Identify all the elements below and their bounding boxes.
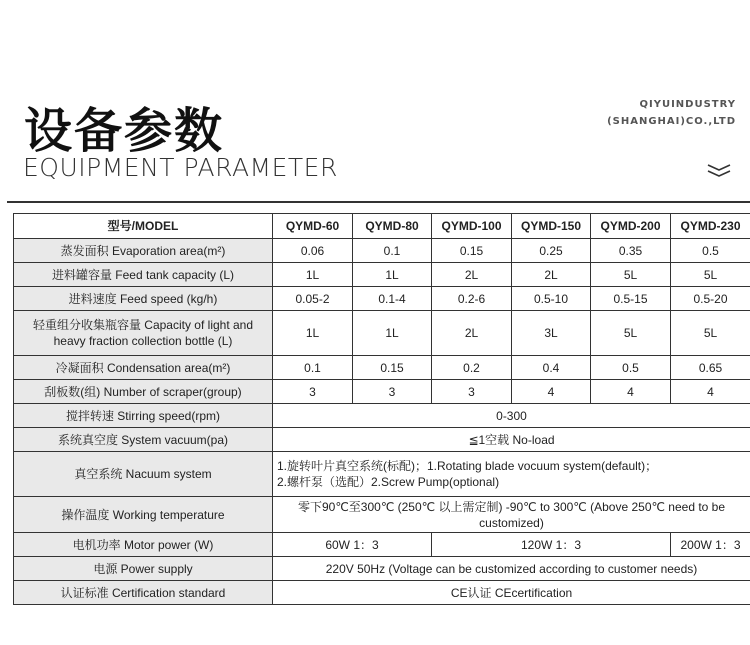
table-row-cert [14,581,750,605]
table-row-motor [14,533,750,557]
table-cell: 5L [591,263,671,287]
row-label: 轻重组分收集瓶容量 Capacity of light and heavy fraction collection bottle (L) [14,311,273,356]
table-cell: 3L [512,311,591,356]
table-cell: 5L [591,311,671,356]
table-cell: 3 [432,380,512,404]
table-cell: 0.2 [432,356,512,380]
cert-value: CE认证 CEcertification [273,581,750,605]
power-value: 220V 50Hz (Voltage can be customized according to customer needs) [273,557,750,581]
table-row-vacuum [14,428,750,452]
table-cell: 5L [671,263,750,287]
table-cell: 0.5 [591,356,671,380]
row-label: 真空系统 Nacuum system [14,452,273,497]
header-divider [7,201,750,203]
model-header: QYMD-230 [671,214,750,239]
table-cell: 4 [591,380,671,404]
vacuum-system-line-2: 2.螺杆泵（选配）2.Screw Pump(optional) [277,475,500,489]
table-cell: 0.65 [671,356,750,380]
model-header: QYMD-80 [353,214,432,239]
model-header: QYMD-100 [432,214,512,239]
row-label: 电源 Power supply [14,557,273,581]
vacuum-system-value [273,452,750,497]
model-header: QYMD-150 [512,214,591,239]
table-row-power [14,557,750,581]
page-title-cn: 设备参数 [24,103,225,159]
table-row-stirring [14,404,750,428]
table-cell: 0.1 [273,356,353,380]
table-cell: 0.5-20 [671,287,750,311]
table-cell: 1L [353,311,432,356]
stirring-value: 0-300 [273,404,750,428]
table-cell: 3 [273,380,353,404]
table-row [14,311,750,356]
row-label: 电机功率 Motor power (W) [14,533,273,557]
row-label: 刮板数(组) Number of scraper(group) [14,380,273,404]
table-cell: 4 [671,380,750,404]
table-cell: 0.06 [273,239,353,263]
table-cell: 0.5-10 [512,287,591,311]
table-row-temperature [14,497,750,533]
motor-value-b: 120W 1：3 [432,533,671,557]
table-cell: 0.35 [591,239,671,263]
table-cell: 0.2-6 [432,287,512,311]
table-row [14,287,750,311]
double-chevron-down-icon [706,162,732,178]
table-cell: 0.05-2 [273,287,353,311]
table-cell: 0.1 [353,239,432,263]
row-label: 蒸发面积 Evaporation area(m²) [14,239,273,263]
vacuum-system-line-1: 1.旋转叶片真空系统(标配)；1.Rotating blade vocuum system(default)； [277,459,658,473]
table-cell: 0.15 [353,356,432,380]
table-row-vacuum-system [14,452,750,497]
motor-value-c: 200W 1：3 [671,533,750,557]
temperature-value: 零下90℃至300℃ (250℃ 以上需定制) -90℃ to 300℃ (Above 250℃ need to be customized) [273,497,750,533]
table-row [14,380,750,404]
table-cell: 2L [512,263,591,287]
table-cell: 1L [353,263,432,287]
table-cell: 1L [273,263,353,287]
table-row [14,356,750,380]
row-label: 搅拌转速 Stirring speed(rpm) [14,404,273,428]
row-label: 进料罐容量 Feed tank capacity (L) [14,263,273,287]
page-title-en: EQUIPMENT PARAMETER [23,153,338,182]
company-line-2: (SHANGHAI)CO.,LTD [607,116,736,127]
table-cell: 2L [432,263,512,287]
model-header: QYMD-200 [591,214,671,239]
row-label: 系统真空度 System vacuum(pa) [14,428,273,452]
table-cell: 5L [671,311,750,356]
model-header: QYMD-60 [273,214,353,239]
vacuum-value: ≦1空载 No-load [273,428,750,452]
table-cell: 0.5 [671,239,750,263]
table-row [14,239,750,263]
table-cell: 3 [353,380,432,404]
row-label: 进料速度 Feed speed (kg/h) [14,287,273,311]
table-cell: 0.4 [512,356,591,380]
company-line-1: QIYUINDUSTRY [639,99,736,110]
table-row [14,263,750,287]
table-cell: 4 [512,380,591,404]
row-label: 认证标准 Certification standard [14,581,273,605]
table-cell: 0.5-15 [591,287,671,311]
row-label: 冷凝面积 Condensation area(m²) [14,356,273,380]
table-cell: 1L [273,311,353,356]
table-cell: 0.15 [432,239,512,263]
table-cell: 0.25 [512,239,591,263]
model-header-label: 型号/MODEL [14,214,273,239]
table-cell: 0.1-4 [353,287,432,311]
row-label: 操作温度 Working temperature [14,497,273,533]
motor-value-a: 60W 1：3 [273,533,432,557]
equipment-parameter-table [13,213,750,605]
table-header-row [14,214,750,239]
table-cell: 2L [432,311,512,356]
company-name [607,96,736,130]
